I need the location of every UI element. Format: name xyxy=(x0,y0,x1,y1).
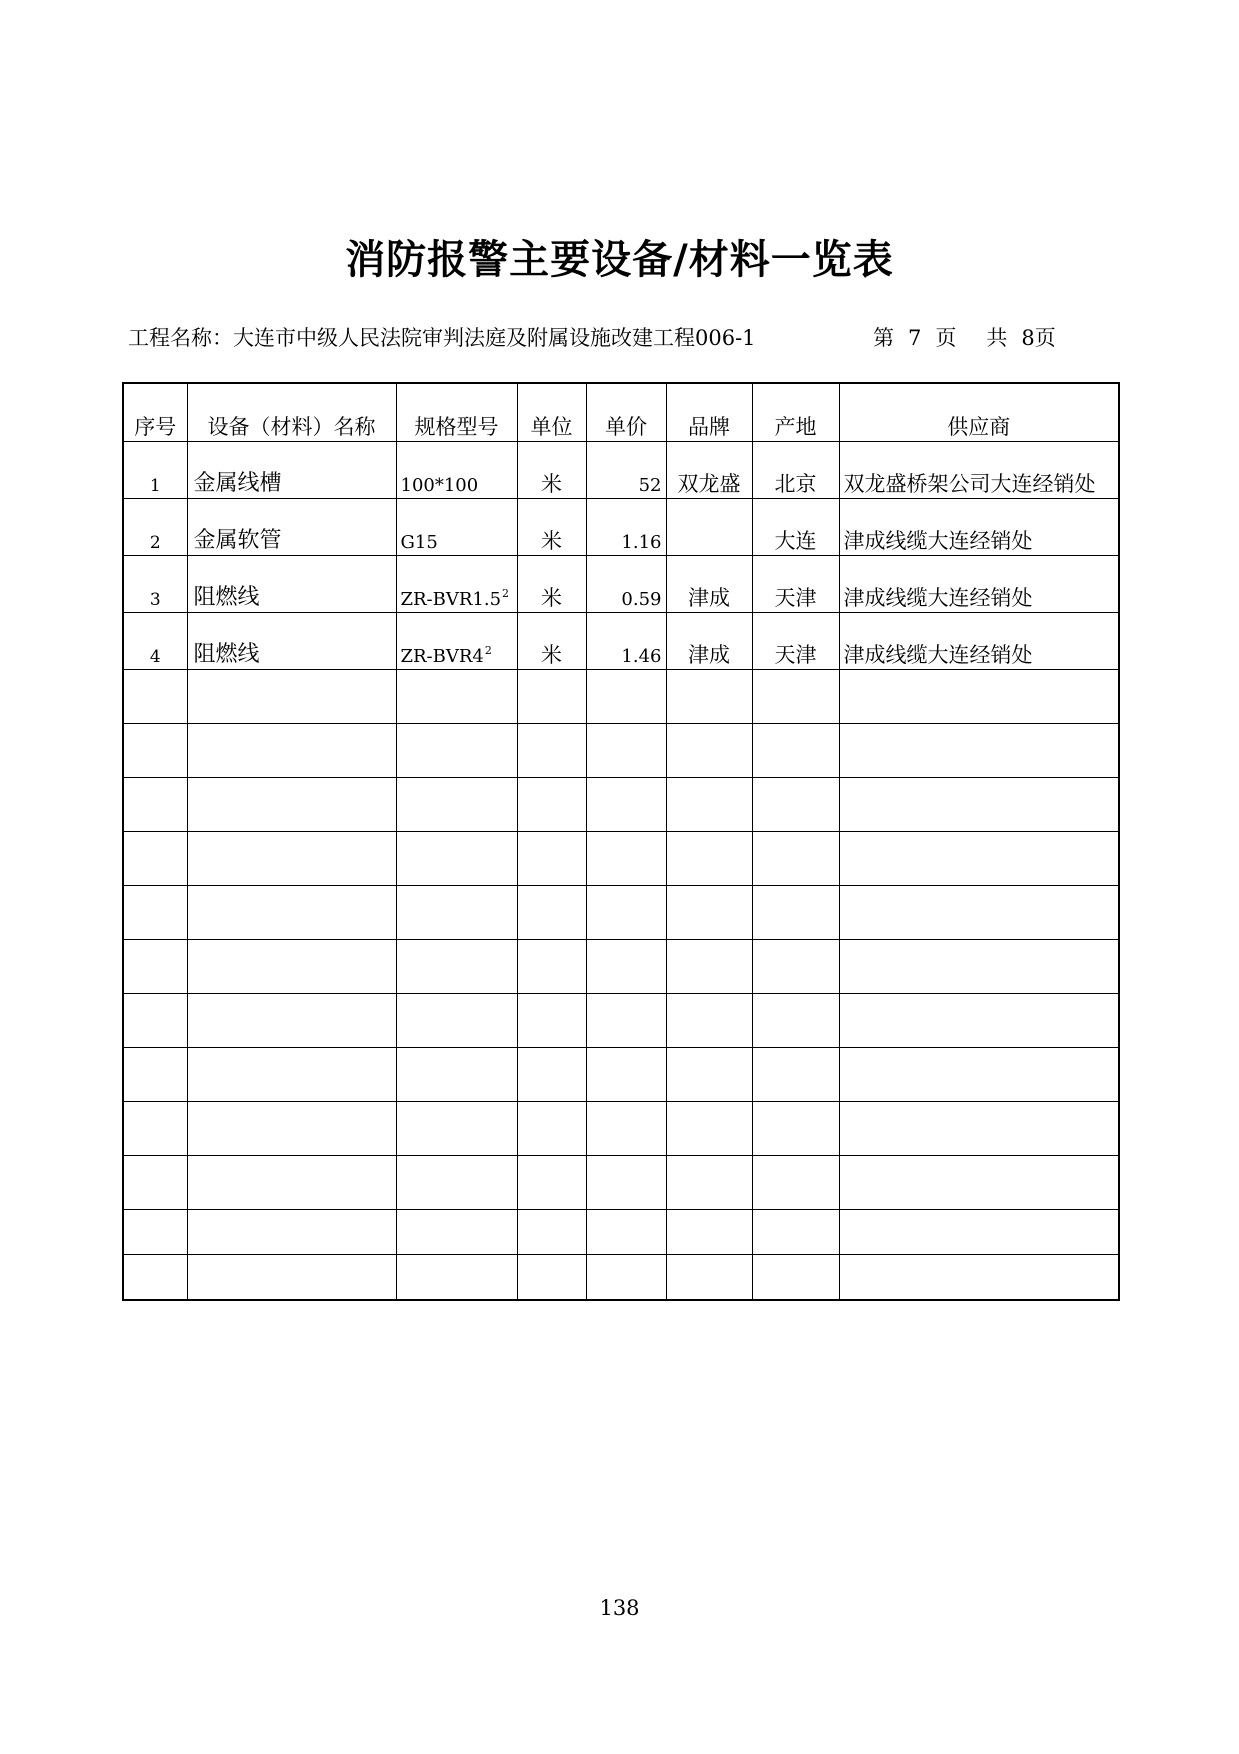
empty-cell xyxy=(396,1210,517,1255)
empty-cell xyxy=(839,1156,1119,1210)
cell-spec xyxy=(396,613,517,670)
empty-cell xyxy=(666,994,752,1048)
page-total: 8 xyxy=(1021,326,1035,350)
header-cell: 单位 xyxy=(517,383,586,442)
empty-cell xyxy=(666,778,752,832)
empty-cell xyxy=(396,670,517,724)
empty-cell xyxy=(666,670,752,724)
cell-brand xyxy=(666,442,752,499)
empty-cell xyxy=(123,778,187,832)
cell-no-text: 2 xyxy=(149,533,161,553)
cell-spec xyxy=(396,499,517,556)
empty-cell xyxy=(187,1210,396,1255)
empty-cell xyxy=(517,670,586,724)
cell-unit-text: 米 xyxy=(541,586,562,610)
table-row-empty xyxy=(123,886,1119,940)
cell-price-text: 1.46 xyxy=(621,646,662,667)
cell-unit xyxy=(517,499,586,556)
cell-supplier-text: 双龙盛桥架公司大连经销处 xyxy=(843,472,1096,496)
empty-cell xyxy=(752,940,839,994)
empty-cell xyxy=(123,1102,187,1156)
cell-price xyxy=(586,442,666,499)
cell-origin xyxy=(752,442,839,499)
table-row-empty xyxy=(123,670,1119,724)
empty-cell xyxy=(123,1255,187,1301)
empty-cell xyxy=(187,832,396,886)
empty-cell xyxy=(586,1255,666,1301)
spec-superscript: 2 xyxy=(502,587,510,600)
empty-cell xyxy=(752,1156,839,1210)
empty-cell xyxy=(187,994,396,1048)
page-total-prefix: 共 xyxy=(986,326,1008,350)
table-row-empty xyxy=(123,1255,1119,1301)
empty-cell xyxy=(187,778,396,832)
empty-cell xyxy=(396,1048,517,1102)
cell-spec-text: G15 xyxy=(400,532,438,553)
cell-price-text: 0.59 xyxy=(621,589,662,610)
page-total-unit: 页 xyxy=(1034,326,1056,350)
empty-cell xyxy=(396,994,517,1048)
table-row xyxy=(123,442,1119,499)
cell-price xyxy=(586,499,666,556)
empty-cell xyxy=(839,886,1119,940)
cell-spec-text: ZR-BVR1.5 xyxy=(400,589,502,610)
cell-no-text: 1 xyxy=(149,476,161,496)
cell-brand-text: 津成 xyxy=(688,586,730,610)
table-row-empty xyxy=(123,1210,1119,1255)
cell-unit-text: 米 xyxy=(541,529,562,553)
header-cell: 产地 xyxy=(752,383,839,442)
cell-supplier-text: 津成线缆大连经销处 xyxy=(843,586,1033,610)
empty-cell xyxy=(666,832,752,886)
empty-cell xyxy=(187,1102,396,1156)
empty-cell xyxy=(123,1156,187,1210)
empty-cell xyxy=(396,832,517,886)
empty-cell xyxy=(517,940,586,994)
table-header-row xyxy=(123,383,1119,442)
cell-name-text: 阻燃线 xyxy=(193,642,260,667)
empty-cell xyxy=(586,724,666,778)
table-row-empty xyxy=(123,1102,1119,1156)
cell-unit xyxy=(517,556,586,613)
table-row xyxy=(123,556,1119,613)
empty-cell xyxy=(752,724,839,778)
cell-unit xyxy=(517,613,586,670)
empty-cell xyxy=(187,1255,396,1301)
cell-spec-text: 100*100 xyxy=(400,475,479,496)
empty-cell xyxy=(517,1255,586,1301)
project-name xyxy=(128,322,756,352)
empty-cell xyxy=(839,724,1119,778)
empty-cell xyxy=(396,724,517,778)
cell-unit-text: 米 xyxy=(541,643,562,667)
empty-cell xyxy=(839,670,1119,724)
cell-brand-text: 津成 xyxy=(688,643,730,667)
empty-cell xyxy=(517,832,586,886)
table-row-empty xyxy=(123,832,1119,886)
empty-cell xyxy=(123,994,187,1048)
cell-price-text: 1.16 xyxy=(621,532,662,553)
empty-cell xyxy=(396,1102,517,1156)
cell-origin-text: 北京 xyxy=(774,472,817,496)
cell-supplier xyxy=(839,499,1119,556)
empty-cell xyxy=(752,1255,839,1301)
spec-superscript: 2 xyxy=(484,644,492,657)
document-title: 消防报警主要设备/材料一览表 xyxy=(345,237,894,283)
empty-cell xyxy=(586,832,666,886)
cell-name-text: 金属线槽 xyxy=(193,471,282,496)
table-row-empty xyxy=(123,778,1119,832)
empty-cell xyxy=(517,1102,586,1156)
empty-cell xyxy=(187,670,396,724)
empty-cell xyxy=(752,1102,839,1156)
empty-cell xyxy=(666,1156,752,1210)
empty-cell xyxy=(752,832,839,886)
cell-brand-text: 双龙盛 xyxy=(677,472,741,496)
materials-table xyxy=(122,382,1120,1301)
table-row xyxy=(123,613,1119,670)
cell-brand xyxy=(666,556,752,613)
empty-cell xyxy=(839,1255,1119,1301)
empty-cell xyxy=(517,994,586,1048)
cell-spec-text: ZR-BVR4 xyxy=(400,646,484,667)
cell-supplier xyxy=(839,613,1119,670)
empty-cell xyxy=(123,724,187,778)
empty-cell xyxy=(839,1048,1119,1102)
empty-cell xyxy=(839,994,1119,1048)
empty-cell xyxy=(586,1210,666,1255)
empty-cell xyxy=(839,1102,1119,1156)
cell-no-text: 3 xyxy=(149,590,161,610)
project-label: 工程名称： xyxy=(128,326,233,350)
cell-origin-text: 天津 xyxy=(774,586,817,610)
empty-cell xyxy=(396,940,517,994)
cell-no xyxy=(123,556,187,613)
empty-cell xyxy=(586,994,666,1048)
cell-origin-text: 天津 xyxy=(774,643,817,667)
header-cell: 单价 xyxy=(586,383,666,442)
empty-cell xyxy=(752,886,839,940)
empty-cell xyxy=(666,940,752,994)
cell-origin xyxy=(752,613,839,670)
cell-brand xyxy=(666,613,752,670)
header-cell: 规格型号 xyxy=(396,383,517,442)
empty-cell xyxy=(586,670,666,724)
header-cell: 供应商 xyxy=(839,383,1119,442)
header-cell: 序号 xyxy=(123,383,187,442)
empty-cell xyxy=(839,778,1119,832)
cell-no xyxy=(123,499,187,556)
empty-cell xyxy=(123,832,187,886)
empty-cell xyxy=(396,886,517,940)
empty-cell xyxy=(123,670,187,724)
empty-cell xyxy=(752,778,839,832)
table-row-empty xyxy=(123,940,1119,994)
cell-brand xyxy=(666,499,752,556)
empty-cell xyxy=(752,994,839,1048)
empty-cell xyxy=(396,1255,517,1301)
empty-cell xyxy=(517,1210,586,1255)
empty-cell xyxy=(187,940,396,994)
empty-cell xyxy=(396,1156,517,1210)
empty-cell xyxy=(517,886,586,940)
cell-name xyxy=(187,556,396,613)
empty-cell xyxy=(517,1156,586,1210)
table-row-empty xyxy=(123,724,1119,778)
empty-cell xyxy=(123,1048,187,1102)
cell-name xyxy=(187,499,396,556)
project-info-line xyxy=(128,322,1118,352)
table-row-empty xyxy=(123,1048,1119,1102)
empty-cell xyxy=(666,1048,752,1102)
cell-supplier-text: 津成线缆大连经销处 xyxy=(843,643,1033,667)
cell-name-text: 金属软管 xyxy=(193,528,282,553)
page-unit: 页 xyxy=(935,326,957,350)
table-row xyxy=(123,499,1119,556)
cell-price xyxy=(586,613,666,670)
empty-cell xyxy=(517,1048,586,1102)
header-cell: 品牌 xyxy=(666,383,752,442)
empty-cell xyxy=(123,940,187,994)
pagination xyxy=(873,322,1056,352)
empty-cell xyxy=(123,1210,187,1255)
empty-cell xyxy=(586,778,666,832)
empty-cell xyxy=(666,1102,752,1156)
empty-cell xyxy=(586,940,666,994)
cell-name xyxy=(187,613,396,670)
cell-origin xyxy=(752,499,839,556)
project-name-value: 大连市中级人民法院审判法庭及附属设施改建工程006-1 xyxy=(233,326,756,350)
empty-cell xyxy=(586,1102,666,1156)
empty-cell xyxy=(586,1156,666,1210)
empty-cell xyxy=(839,832,1119,886)
cell-spec xyxy=(396,442,517,499)
empty-cell xyxy=(517,778,586,832)
cell-price xyxy=(586,556,666,613)
cell-origin xyxy=(752,556,839,613)
empty-cell xyxy=(752,1048,839,1102)
empty-cell xyxy=(666,724,752,778)
cell-unit-text: 米 xyxy=(541,472,562,496)
cell-origin-text: 大连 xyxy=(774,529,817,553)
cell-no xyxy=(123,442,187,499)
empty-cell xyxy=(839,1210,1119,1255)
empty-cell xyxy=(187,724,396,778)
header-cell: 设备（材料）名称 xyxy=(187,383,396,442)
cell-name-text: 阻燃线 xyxy=(193,585,260,610)
empty-cell xyxy=(187,886,396,940)
empty-cell xyxy=(666,1210,752,1255)
empty-cell xyxy=(752,670,839,724)
empty-cell xyxy=(187,1048,396,1102)
empty-cell xyxy=(586,886,666,940)
empty-cell xyxy=(586,1048,666,1102)
cell-supplier-text: 津成线缆大连经销处 xyxy=(843,529,1033,553)
empty-cell xyxy=(517,724,586,778)
table-row-empty xyxy=(123,1156,1119,1210)
cell-supplier xyxy=(839,442,1119,499)
empty-cell xyxy=(666,1255,752,1301)
empty-cell xyxy=(839,940,1119,994)
page-prefix: 第 xyxy=(873,326,894,350)
cell-supplier xyxy=(839,556,1119,613)
empty-cell xyxy=(396,778,517,832)
cell-name xyxy=(187,442,396,499)
page-number: 138 xyxy=(599,1596,640,1620)
empty-cell xyxy=(666,886,752,940)
cell-no-text: 4 xyxy=(149,647,161,667)
cell-price-text: 52 xyxy=(638,475,662,496)
table-row-empty xyxy=(123,994,1119,1048)
empty-cell xyxy=(123,886,187,940)
page-current: 7 xyxy=(908,326,922,350)
empty-cell xyxy=(752,1210,839,1255)
cell-spec xyxy=(396,556,517,613)
empty-cell xyxy=(187,1156,396,1210)
cell-no xyxy=(123,613,187,670)
cell-unit xyxy=(517,442,586,499)
